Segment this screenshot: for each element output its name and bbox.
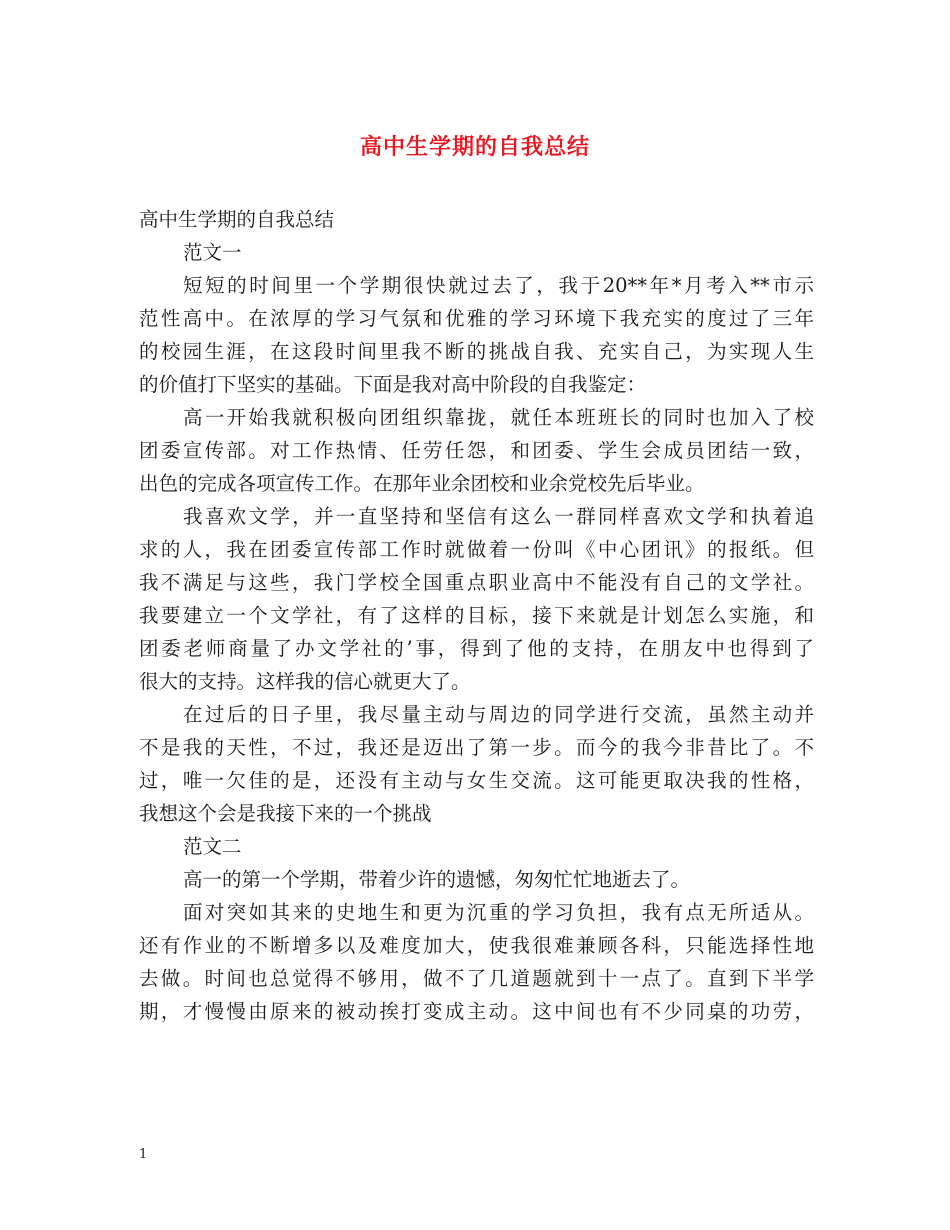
document-title: 高中生学期的自我总结 (359, 134, 590, 160)
paragraph-line: 求的人，我在团委宣传部工作时就做着一份叫《中心团讯》的报纸。但 (139, 538, 814, 561)
paragraph-line: 范性高中。在浓厚的学习气氛和优雅的学习环境下我充实的度过了三年 (139, 307, 814, 330)
paragraph-line: 还有作业的不断增多以及难度加大，使我很难兼顾各科，只能选择性地 (139, 934, 814, 957)
paragraph-line: 我想这个会是我接下来的一个挑战 (139, 802, 432, 825)
paragraph-line: 过，唯一欠佳的是，还没有主动与女生交流。这可能更取决我的性格， (139, 769, 814, 792)
paragraph-line: 很大的支持。这样我的信心就更大了。 (139, 670, 471, 693)
paragraph-line: 我喜欢文学，并一直坚持和坚信有这么一群同样喜欢文学和执着追 (183, 505, 814, 528)
paragraph-line: 去做。时间也总觉得不够用，做不了几道题就到十一点了。直到下半学 (139, 967, 814, 990)
paragraph-line: 团委宣传部。对工作热情、任劳任怨，和团委、学生会成员团结一致， (139, 439, 814, 462)
paragraph-line: 的价值打下坚实的基础。下面是我对高中阶段的自我鉴定： (139, 373, 647, 396)
paragraph-line: 我不满足与这些，我门学校全国重点职业高中不能没有自己的文学社。 (139, 571, 814, 594)
paragraph-line: 团委老师商量了办文学社的’事，得到了他的支持，在朋友中也得到了 (139, 637, 814, 660)
paragraph-line: 短短的时间里一个学期很快就过去了，我于20**年*月考入**市示 (183, 274, 814, 297)
paragraph-line: 高中生学期的自我总结 (139, 208, 335, 231)
paragraph-line: 期，才慢慢由原来的被动挨打变成主动。这中间也有不少同桌的功劳， (139, 1000, 814, 1023)
paragraph-line: 在过后的日子里，我尽量主动与周边的同学进行交流，虽然主动并 (183, 703, 814, 726)
paragraph-line: 高一的第一个学期，带着少许的遗憾，匆匆忙忙地逝去了。 (183, 868, 691, 891)
document-body (139, 203, 814, 1028)
page-number: 1 (139, 1147, 148, 1162)
paragraph-line: 范文二 (183, 835, 242, 858)
paragraph-line: 面对突如其来的史地生和更为沉重的学习负担，我有点无所适从。 (183, 901, 814, 924)
paragraph-line: 高一开始我就积极向团组织靠拢，就任本班班长的同时也加入了校 (183, 406, 814, 429)
paragraph-line: 的校园生涯，在这段时间里我不断的挑战自我、充实自己，为实现人生 (139, 340, 814, 363)
paragraph-line: 不是我的天性，不过，我还是迈出了第一步。而今的我今非昔比了。不 (139, 736, 814, 759)
paragraph-line: 范文一 (183, 241, 242, 264)
paragraph-line: 出色的完成各项宣传工作。在那年业余团校和业余党校先后毕业。 (139, 472, 705, 495)
paragraph-line: 我要建立一个文学社，有了这样的目标，接下来就是计划怎么实施，和 (139, 604, 814, 627)
